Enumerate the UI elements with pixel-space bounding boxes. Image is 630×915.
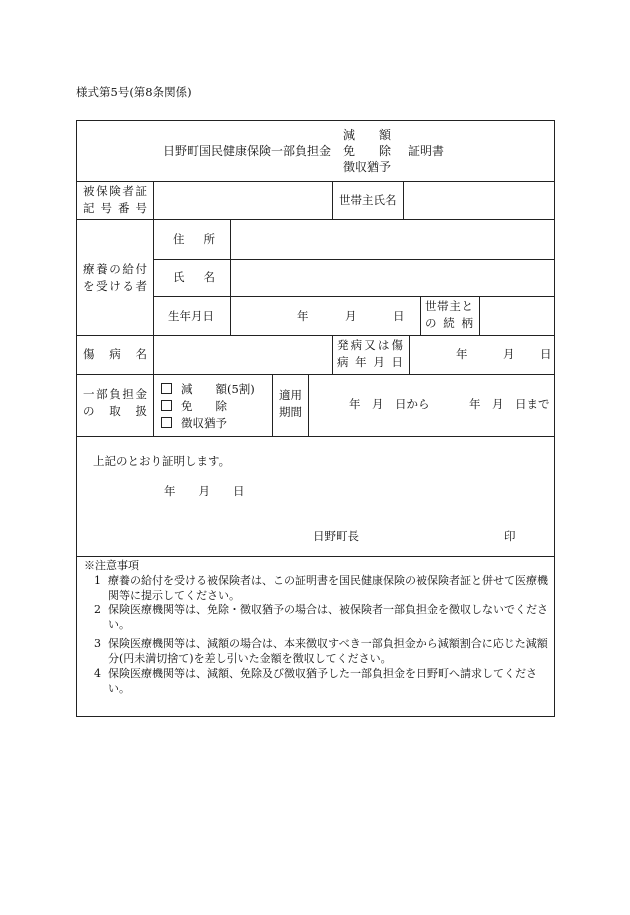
form-title: 日野町国民健康保険一部負担金 bbox=[163, 144, 332, 158]
name-label: 氏 名 bbox=[173, 270, 215, 284]
handling-label-2: の 取 扱 bbox=[83, 404, 147, 418]
seal-mark: 印 bbox=[504, 529, 516, 543]
address-field[interactable] bbox=[235, 223, 550, 255]
relationship-field[interactable] bbox=[483, 300, 551, 330]
note-text: 保険医療機関等は、減額、免除及び徴収猶予した一部負担金を日野町へ請求してください。 bbox=[108, 667, 537, 695]
name-field[interactable] bbox=[235, 263, 550, 293]
period-to: 年 月 日まで bbox=[469, 397, 550, 411]
relationship-label-1: 世 帯 主 と bbox=[425, 299, 473, 313]
period-label-1: 適用 bbox=[279, 388, 302, 402]
relationship-label-2: の 続 柄 bbox=[425, 316, 473, 330]
onset-date-label-1: 発 病 又 は 傷 bbox=[337, 338, 403, 352]
form-number: 様式第5号(第8条関係) bbox=[76, 85, 192, 99]
note-item-3 bbox=[84, 637, 552, 666]
option-exemption-label: 免 除 bbox=[181, 399, 227, 413]
household-head-name-label: 世帯主氏名 bbox=[339, 193, 397, 207]
onset-date-label-2: 病 年 月 日 bbox=[337, 355, 403, 369]
period-label-2: 期間 bbox=[279, 405, 302, 419]
option-reduction-label: 減 額(5割) bbox=[181, 382, 255, 396]
note-number: 4 bbox=[94, 667, 101, 680]
option-deferral-label: 徴収猶予 bbox=[181, 416, 227, 430]
period-from: 年 月 日から bbox=[349, 397, 430, 411]
recipient-label-2: を 受 け る 者 bbox=[83, 279, 147, 293]
note-text: 保険医療機関等は、免除・徴収猶予の場合は、被保険者一部負担金を徴収しないでください。 bbox=[108, 603, 548, 631]
birth-day-unit: 日 bbox=[393, 309, 405, 323]
title-reduction: 減 額 bbox=[343, 128, 392, 142]
address-label: 住 所 bbox=[173, 232, 215, 246]
note-number: 2 bbox=[94, 603, 101, 616]
note-number: 3 bbox=[94, 637, 101, 650]
option-reduction[interactable] bbox=[161, 383, 255, 396]
deferral-checkbox[interactable] bbox=[161, 417, 172, 428]
exemption-checkbox[interactable] bbox=[161, 400, 172, 411]
onset-month-unit: 月 bbox=[503, 347, 515, 361]
option-exemption[interactable] bbox=[161, 400, 227, 413]
option-deferral[interactable] bbox=[161, 417, 227, 430]
note-item-2 bbox=[84, 603, 552, 632]
insurance-id-label-1: 被 保 険 者 証 bbox=[83, 184, 147, 198]
note-number: 1 bbox=[94, 574, 101, 587]
reduction-checkbox[interactable] bbox=[161, 383, 172, 394]
title-suffix: 証明書 bbox=[408, 144, 445, 158]
note-text: 保険医療機関等は、減額の場合は、本来徴収すべき一部負担金から減額割合に応じた減額分(円未満切捨て)を差し引いた金額を徴収してください。 bbox=[108, 637, 548, 665]
note-item-4 bbox=[84, 667, 552, 696]
note-item-1 bbox=[84, 574, 552, 603]
title-deferral: 徴収猶予 bbox=[343, 160, 392, 174]
issuer-name: 日野町長 bbox=[313, 529, 359, 543]
recipient-label-1: 療 養 の 給 付 bbox=[83, 262, 147, 276]
birth-month-unit: 月 bbox=[345, 309, 357, 323]
onset-day-unit: 日 bbox=[540, 347, 552, 361]
birth-year-unit: 年 bbox=[297, 309, 309, 323]
illness-field[interactable] bbox=[157, 339, 327, 369]
onset-year-unit: 年 bbox=[456, 347, 468, 361]
insurance-id-label-2: 記 号 番 号 bbox=[83, 201, 147, 215]
note-text: 療養の給付を受ける被保険者は、この証明書を国民健康保険の被保険者証と併せて医療機関等に提示してください。 bbox=[108, 574, 548, 602]
insurance-id-field[interactable] bbox=[157, 184, 327, 214]
certification-date: 年 月 日 bbox=[164, 484, 245, 498]
title-exemption: 免 除 bbox=[343, 144, 392, 158]
illness-label: 傷 病 名 bbox=[83, 347, 147, 361]
household-head-name-field[interactable] bbox=[407, 184, 547, 214]
handling-label-1: 一 部 負 担 金 bbox=[83, 387, 147, 401]
notes-heading: ※注意事項 bbox=[84, 559, 139, 572]
certification-statement: 上記のとおり証明します。 bbox=[93, 454, 231, 468]
birth-date-label: 生年月日 bbox=[168, 309, 214, 323]
